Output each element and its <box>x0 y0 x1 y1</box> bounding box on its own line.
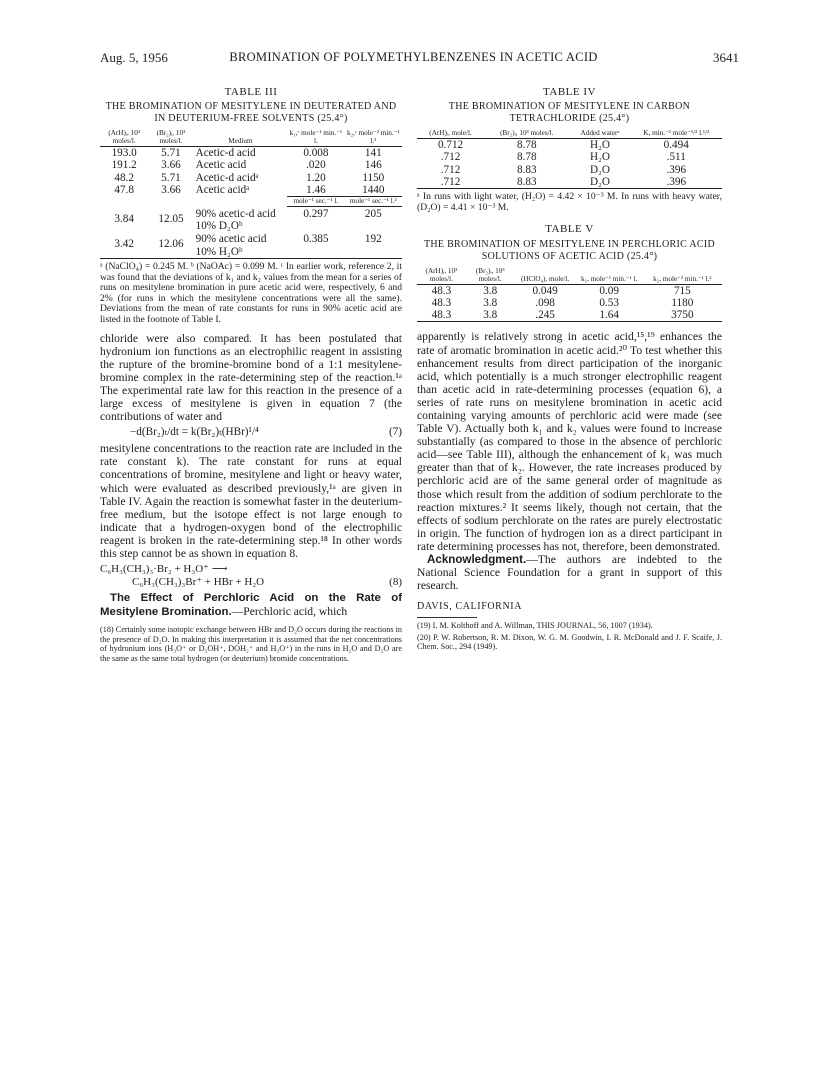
table-cell: H₂O <box>589 139 611 152</box>
table-iii-footnote: ᵃ (NaClO₄) = 0.245 M. ᵇ (NaOAc) = 0.099 M. ᶜ In earlier work, reference 2, it was found that the deviations of k₁ and k₂ values from the mean for a series of runs on mesitylene bromination in pure acetic acid were, respectively, 6 and 2% (for runs in which the mesitylene concentrations were all the same). Deviations from the mean of rate constants for runs in 90% acetic acid are listed in the footnote of Table I. <box>100 260 402 325</box>
running-header-title: BROMINATION OF POLYMETHYLBENZENES IN ACETIC ACID <box>229 50 598 64</box>
table-cell: .396 <box>666 163 687 176</box>
table-iii-title: THE BROMINATION OF MESITYLENE IN DEUTERATED AND IN DEUTERIUM-FREE SOLVENTS (25.4°) <box>105 101 397 125</box>
table-cell: D₂O <box>589 163 611 176</box>
table-cell: H₂O <box>589 151 611 164</box>
table-cell: 48.3 <box>431 296 452 309</box>
table-row <box>417 151 722 163</box>
table-cell: 0.049 <box>532 284 558 297</box>
table-row <box>100 207 402 233</box>
table-cell: 0.008 <box>303 147 329 160</box>
table-iv <box>417 129 722 189</box>
table-cell: 3.8 <box>483 309 498 322</box>
table-cell: 3.84 <box>114 212 134 225</box>
column-header: (Br₂)ᵢ, 10³ moles/l. <box>148 129 193 147</box>
column-header: (ArH)ᵢ, mole/l. <box>417 129 484 139</box>
table-row <box>417 176 722 189</box>
right-column <box>417 86 722 652</box>
table-cell: Acetic acid <box>195 159 247 172</box>
table-cell: 47.8 <box>114 183 134 196</box>
table-cell: 141 <box>364 147 382 160</box>
reaction-8-line-2: C₆H₃(CH₃)₃Br⁺ + HBr + H₂O <box>132 575 265 588</box>
running-header-date: Aug. 5, 1956 <box>100 50 168 65</box>
table-cell: .511 <box>666 151 686 164</box>
table-cell: .712 <box>440 151 461 164</box>
table-cell: 205 <box>364 208 382 221</box>
table-cell: 0.53 <box>599 296 619 309</box>
table-cell: 48.3 <box>431 284 452 297</box>
table-cell: 8.78 <box>517 151 537 164</box>
table-cell: .712 <box>440 175 461 188</box>
table-iii <box>100 129 402 259</box>
table-row <box>100 147 402 160</box>
table-cell: 8.83 <box>517 175 537 188</box>
table-cell: 1.20 <box>306 171 326 184</box>
table-cell: 8.83 <box>517 163 537 176</box>
table-cell: 12.05 <box>158 212 184 225</box>
table-cell: Acetic acidᵃ <box>195 183 250 196</box>
table-cell: 192 <box>364 233 382 246</box>
table-cell: 90% acetic acid 10% H₂Oᵇ <box>195 233 267 258</box>
column-header: k₁,ᶜ mole⁻¹ min.⁻¹ l. <box>287 129 344 147</box>
equation-7-number: (7) <box>388 426 402 439</box>
table-cell: .245 <box>535 309 555 322</box>
table-cell: 3.8 <box>483 296 498 309</box>
table-v-label: TABLE V <box>545 223 594 236</box>
table-cell: .712 <box>440 163 461 176</box>
column-header: (HClO₄), mole/l. <box>515 267 576 285</box>
table-cell: 48.2 <box>114 171 134 184</box>
table-cell: .098 <box>535 296 555 309</box>
table-iv-title: THE BROMINATION OF MESITYLENE IN CARBON TETRACHLORIDE (25.4°) <box>448 101 691 125</box>
column-header: k₁, mole⁻¹ min.⁻¹ l. <box>576 267 643 285</box>
table-cell: D₂O <box>589 175 611 188</box>
table-cell: 0.297 <box>303 208 329 221</box>
column-subheader: mole⁻¹ sec.⁻¹ l. <box>287 197 344 207</box>
column-header: (ArH)ᵢ, 10³ moles/l. <box>417 267 466 285</box>
table-row <box>417 139 722 152</box>
section-heading: The Effect of Perchloric Acid on the Rate of Mesitylene Bromination. <box>100 592 402 619</box>
body-paragraph: mesitylene concentrations to the reaction rate are included in the rate constant k). The rate constant for runs at equal concentrations of bromine, mesitylene and light or heavy water, which were evaluated as described previously,¹ᵃ are given in Table IV. Again the reaction is somewhat faster in the deuterium-free medium, but the isotope effect is not large enough to indicate that a hydrogen-oxygen bond of the electrophilic reagent is broken in the rate-determining step.¹⁸ In other words this step cannot be as shown in equation 8. <box>100 442 402 561</box>
column-header: k₂,ᶜ mole⁻² min.⁻¹ l.² <box>345 129 402 147</box>
footnote-19: (19) I. M. Kolthoff and A. Willman, THIS JOURNAL, 56, 1007 (1934). <box>417 621 653 631</box>
body-paragraph: apparently is relatively strong in acetic acid,¹⁵,¹⁹ enhances the rate of aromatic bromination in acetic acid.²⁰ To test whether this enhancement results from direct participation of the inorganic acid, which potentially is a much stronger electrophilic reagent than acetic acid in rate-determining processes (equation 6), a series of rate runs on mesitylene bromination in acetic acid containing varying amounts of perchloric acid were made (see Table V). Actually both k₁ and k₂ values were found to increase substantially (as compared to those in the absence of perchloric acid—see Table III), although the enhancement of k₁ was much greater than that of k₂. However, the rate increases produced by perchloric acid are of the same general order of magnitude as those which result from the addition of sodium perchlorate to the reaction mixtures.² It seems likely, though not certain, that the effects of sodium perchlorate on the rates are purely electrostatic in origin. The function of hydrogen ion as a direct participant in rate determining processes has not, therefore, been demonstrated. <box>417 330 722 553</box>
table-cell: 193.0 <box>111 147 137 160</box>
equation-7 <box>100 426 402 439</box>
acknowledgment-heading: Acknowledgment. <box>427 553 527 567</box>
section-paragraph <box>100 591 402 619</box>
table-cell: 3.42 <box>114 238 134 251</box>
table-row <box>417 284 722 297</box>
table-cell: 1.46 <box>306 183 326 196</box>
table-cell: 1.64 <box>599 309 619 322</box>
column-header: (ArH)ᵢ, 10³ moles/l. <box>100 129 148 147</box>
table-row <box>417 164 722 176</box>
table-row <box>100 172 402 184</box>
table-cell: 1440 <box>362 183 385 196</box>
table-cell: 8.78 <box>517 139 537 152</box>
column-header: (Br₂)ᵢ, 10³ moles/l. <box>484 129 569 139</box>
column-header: K, min.⁻¹ mole⁻¹/² l.¹/² <box>630 129 722 139</box>
reaction-8-number: (8) <box>389 575 402 588</box>
table-row <box>417 297 722 309</box>
table-cell: 3750 <box>671 309 694 322</box>
table-cell: 48.3 <box>431 309 452 322</box>
table-cell: 12.06 <box>158 238 184 251</box>
table-iv-footnote: ᵃ In runs with light water, (H₂O) = 4.42 × 10⁻³ M. In runs with heavy water, (D₂O) = 4.41 × 10⁻³ M. <box>417 191 722 213</box>
table-cell: 3.66 <box>161 183 181 196</box>
column-header: k₂, mole⁻² min.⁻¹ l.² <box>643 267 722 285</box>
footnote-20: (20) P. W. Robertson, R. M. Dixon, W. G. M. Goodwin, I. R. McDonald and J. F. Scaife, J. Chem. Soc., 294 (1949). <box>417 632 722 652</box>
table-cell: 146 <box>364 159 382 172</box>
table-v-title: THE BROMINATION OF MESITYLENE IN PERCHLORIC ACID SOLUTIONS OF ACETIC ACID (25.4°) <box>423 238 716 262</box>
column-subheader: mole⁻¹ sec.⁻¹ l.² <box>345 197 402 207</box>
table-cell: Acetic-d acid <box>195 147 256 160</box>
reaction-8 <box>100 563 402 588</box>
column-header: Added waterᵃ <box>569 129 630 139</box>
acknowledgment <box>417 553 722 592</box>
table-iii-label: TABLE III <box>224 86 278 98</box>
table-cell: .020 <box>306 159 326 172</box>
table-row <box>100 232 402 258</box>
table-cell: 90% acetic-d acid 10% D₂Oᵇ <box>195 207 276 233</box>
acknowledgment-text: —The authors are indebted to the National Science Foundation for a grant in support of this research. <box>417 553 722 593</box>
table-cell: 5.71 <box>161 147 181 160</box>
table-cell: 3.66 <box>161 159 181 172</box>
table-cell: 1150 <box>362 171 385 184</box>
footnote-divider <box>417 617 477 618</box>
table-cell: 191.2 <box>111 159 137 172</box>
table-row <box>100 159 402 171</box>
left-column <box>100 86 402 663</box>
table-cell: 715 <box>673 284 691 297</box>
footnote-18: (18) Certainly some isotopic exchange between HBr and D₂O occurs during the reactions in the presence of D₂O. In making this interpretation it is assumed that the net concentrations of hydronium ions (H₃O⁺ or D₃OH⁺, DOH₂⁺ and H₃O⁺) in the runs in H₂O and D₂O are the same as the same total hydrogen (or deuterium) bromide concentrations. <box>100 625 402 663</box>
page-number: 3641 <box>713 50 739 65</box>
table-iv-label: TABLE IV <box>543 86 596 98</box>
institution-location: DAVIS, CALIFORNIA <box>417 601 523 613</box>
table-cell: .396 <box>666 175 687 188</box>
table-cell: 3.8 <box>483 284 498 297</box>
table-cell: 0.385 <box>303 233 329 246</box>
body-paragraph: chloride were also compared. It has been postulated that hydronium ion functions as an electrophilic reagent in assisting the rupture of the bromine-bromine bond of a 1:1 mesitylene-bromine complex in the rate-determining step of the reaction.¹ᵃ The experimental rate law for this reaction in the presence of a large excess of mesitylene is given in equation 7 (the contributions of water and <box>100 331 402 424</box>
equation-7-text: −d(Br₂)ₜ/dt = k(Br₂)ₜ(HBr)¹/⁴ <box>130 426 259 439</box>
table-cell: 0.09 <box>599 284 619 297</box>
section-text: —Perchloric acid, which <box>231 605 348 619</box>
table-v <box>417 267 722 323</box>
table-row <box>417 309 722 322</box>
reaction-8-line-1: C₆H₃(CH₃)₃·Br₂ + H₃O⁺ ⟶ <box>100 563 228 576</box>
table-cell: 0.494 <box>663 139 689 152</box>
table-cell: 0.712 <box>437 139 464 152</box>
table-row <box>100 184 402 197</box>
column-header: Medium <box>194 129 288 147</box>
table-cell: 1180 <box>671 296 694 309</box>
table-cell: Acetic-d acidᵃ <box>195 171 259 184</box>
column-header: (Br₂)ᵢ, 10³ moles/l. <box>466 267 515 285</box>
table-cell: 5.71 <box>161 171 181 184</box>
